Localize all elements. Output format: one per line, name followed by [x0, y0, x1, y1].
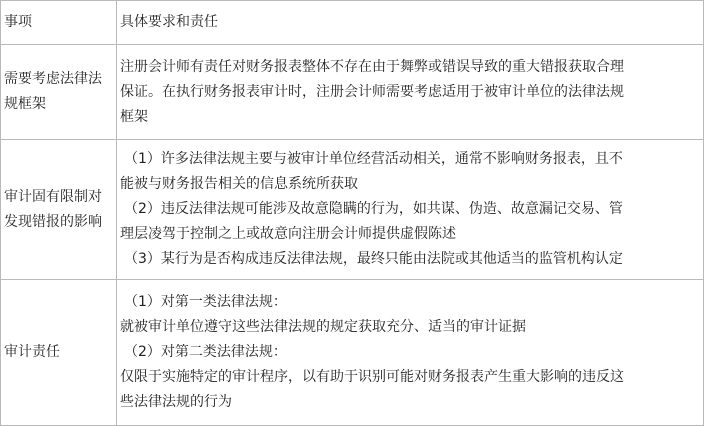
table-row — [1, 140, 704, 280]
detail-line: （3）某行为是否构成违反法律法规，最终只能由法院或其他适当的监管机构认定 — [124, 251, 623, 267]
row-detail — [117, 280, 704, 426]
detail-line: （1）对第一类法律法规： — [124, 294, 287, 310]
detail-line: 就被审计单位遵守这些法律法规的规定获取充分、适当的审计证据 — [120, 319, 526, 335]
detail-line: 保证。在执行财务报表审计时，注册会计师需要考虑适用于被审计单位的法律法规 — [120, 83, 624, 100]
header-requirements: 具体要求和责任 — [117, 1, 704, 45]
detail-line: （2）对第二类法律法规： — [124, 344, 287, 360]
detail-line: 注册会计师有责任对财务报表整体不存在由于舞弊或错误导致的重大错报获取合理 — [120, 58, 624, 75]
detail-line: 仅限于实施特定的审计程序，以有助于识别可能对财务报表产生重大影响的违反这 — [120, 369, 624, 385]
detail-line: 能被与财务报告相关的信息系统所获取 — [120, 176, 358, 192]
table-header-row — [1, 1, 704, 45]
detail-line: 框架 — [120, 108, 148, 125]
table-row — [1, 45, 704, 140]
row-item-text: 需要考虑法律法规框架 — [4, 71, 102, 112]
detail-line: （1）许多法律法规主要与被审计单位经营活动相关，通常不影响财务报表，且不 — [124, 151, 623, 167]
row-detail — [117, 140, 704, 280]
row-item-text: 审计固有限制对发现错报的影响 — [4, 188, 102, 230]
row-item-label — [1, 140, 117, 280]
detail-line: （2）违反法律法规可能涉及故意隐瞒的行为，如共谋、伪造、故意漏记交易、管 — [124, 201, 623, 217]
row-item-label — [1, 280, 117, 426]
table-row — [1, 280, 704, 426]
header-item: 事项 — [1, 1, 117, 45]
row-item-label — [1, 45, 117, 140]
row-item-text: 审计责任 — [4, 344, 60, 360]
detail-line: 理层凌驾于控制之上或故意向注册会计师提供虚假陈述 — [120, 226, 456, 242]
detail-line: 些法律法规的行为 — [120, 394, 232, 410]
row-detail — [117, 45, 704, 140]
